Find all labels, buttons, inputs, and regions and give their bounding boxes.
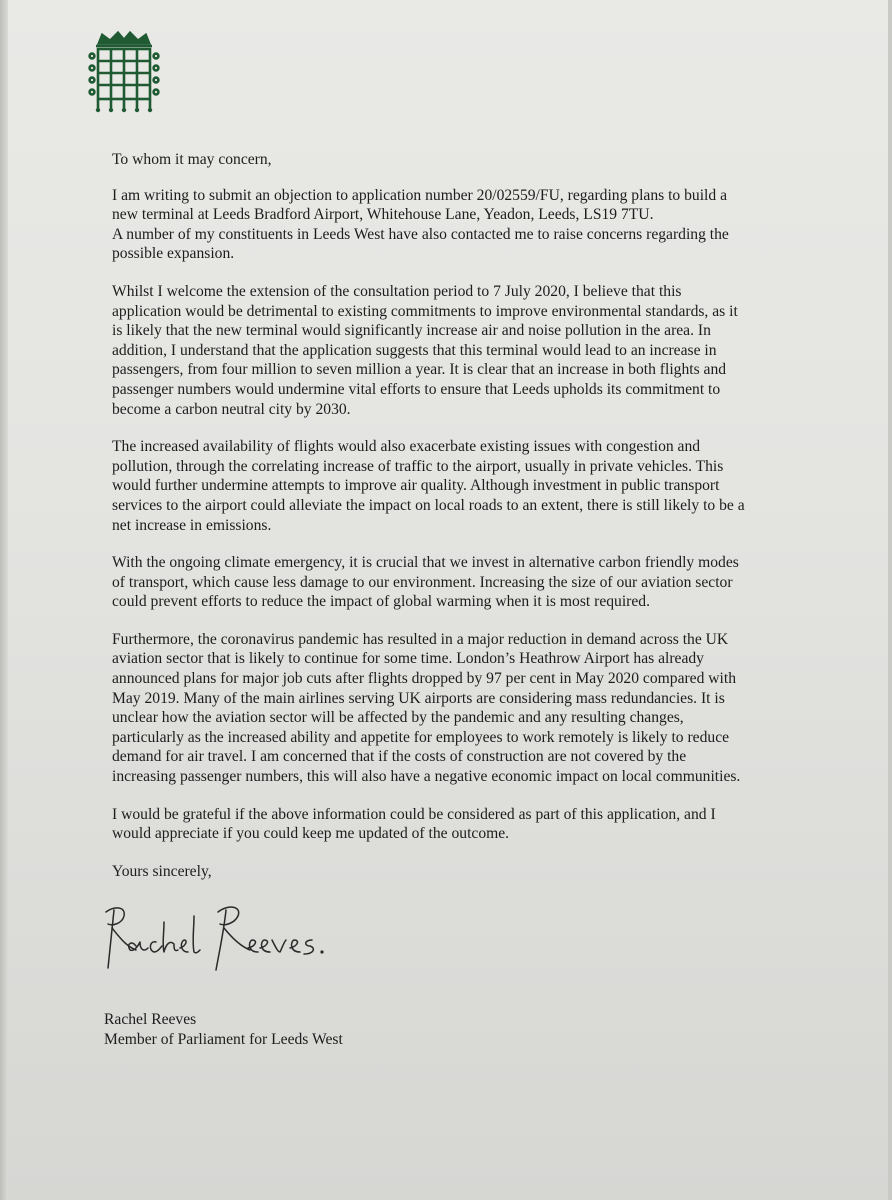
paragraph xyxy=(112,805,802,844)
text-line: increasing passenger numbers, this will also have a negative economic impact on local communities. xyxy=(112,768,741,786)
text-line: Furthermore, the coronavirus pandemic has resulted in a major reduction in demand across the UK xyxy=(112,630,729,648)
text-line: I am writing to submit an objection to application number 20/02559/FU, regarding plans to build a xyxy=(112,186,727,204)
text-line: would appreciate if you could keep me updated of the outcome. xyxy=(112,825,510,843)
text-line: possible expansion. xyxy=(112,245,235,263)
paper-edge xyxy=(888,0,892,1200)
paragraph xyxy=(112,630,802,787)
text-line: particularly as the increased ability and appetite for employees to work remotely is likely to reduce xyxy=(112,728,730,746)
text-line: I would be grateful if the above information could be considered as part of this application, and I xyxy=(112,805,716,823)
text-line: Whilst I welcome the extension of the consultation period to 7 July 2020, I believe that this xyxy=(112,282,682,300)
text-line: application would be detrimental to existing commitments to improve environmental standards, as it xyxy=(112,302,738,320)
paragraph xyxy=(112,282,802,419)
text-line: passengers, from four million to seven million a year. It is clear that an increase in both flights and xyxy=(112,361,727,379)
text-line: is likely that the new terminal would significantly increase air and noise pollution in the area. In xyxy=(112,322,711,340)
text-line: aviation sector that is likely to continue for some time. London’s Heathrow Airport has already xyxy=(112,650,704,668)
text-line: could prevent efforts to reduce the impact of global warming when it is most required. xyxy=(112,593,650,611)
portcullis-icon xyxy=(88,30,160,116)
text-line: addition, I understand that the application suggests that this terminal would lead to an increase in xyxy=(112,341,717,359)
signer-title: Member of Parliament for Leeds West xyxy=(104,1031,343,1048)
closing: Yours sincerely, xyxy=(112,862,212,880)
text-line: A number of my constituents in Leeds West have also contacted me to raise concerns regarding the xyxy=(112,225,729,243)
signature-block xyxy=(104,1010,343,1050)
paragraph xyxy=(112,437,802,535)
signature xyxy=(100,898,330,978)
salutation: To whom it may concern, xyxy=(112,151,272,168)
paper-edge xyxy=(0,0,8,1200)
text-line: pollution, through the correlating increase of traffic to the airport, usually in private vehicles. This xyxy=(112,457,724,475)
text-line: May 2019. Many of the main airlines serving UK airports are considering mass redundancies. It is xyxy=(112,689,725,707)
letter-body xyxy=(112,150,802,881)
text-line: announced plans for major job cuts after flights dropped by 97 per cent in May 2020 compared with xyxy=(112,670,737,688)
text-line: would further undermine attempts to improve air quality. Although investment in public transport xyxy=(112,477,720,495)
text-line: passenger numbers would undermine vital efforts to ensure that Leeds upholds its commitment to xyxy=(112,380,721,398)
text-line: of transport, which cause less damage to our environment. Increasing the size of our aviation sector xyxy=(112,573,733,591)
text-line: new terminal at Leeds Bradford Airport, Whitehouse Lane, Yeadon, Leeds, LS19 7TU. xyxy=(112,206,654,224)
text-line: services to the airport could alleviate the impact on local roads to an extent, there is still likely to be a xyxy=(112,496,745,514)
text-line: net increase in emissions. xyxy=(112,516,272,534)
text-line: become a carbon neutral city by 2030. xyxy=(112,400,351,418)
paragraph xyxy=(112,553,802,612)
text-line: The increased availability of flights would also exacerbate existing issues with congestion and xyxy=(112,438,701,456)
signer-name: Rachel Reeves xyxy=(104,1011,197,1028)
text-line: demand for air travel. I am concerned that if the costs of construction are not covered by the xyxy=(112,748,687,766)
text-line: unclear how the aviation sector will be affected by the pandemic and any resulting changes, xyxy=(112,709,684,727)
text-line: With the ongoing climate emergency, it is crucial that we invest in alternative carbon friendly modes xyxy=(112,554,739,572)
paragraph xyxy=(112,186,802,264)
